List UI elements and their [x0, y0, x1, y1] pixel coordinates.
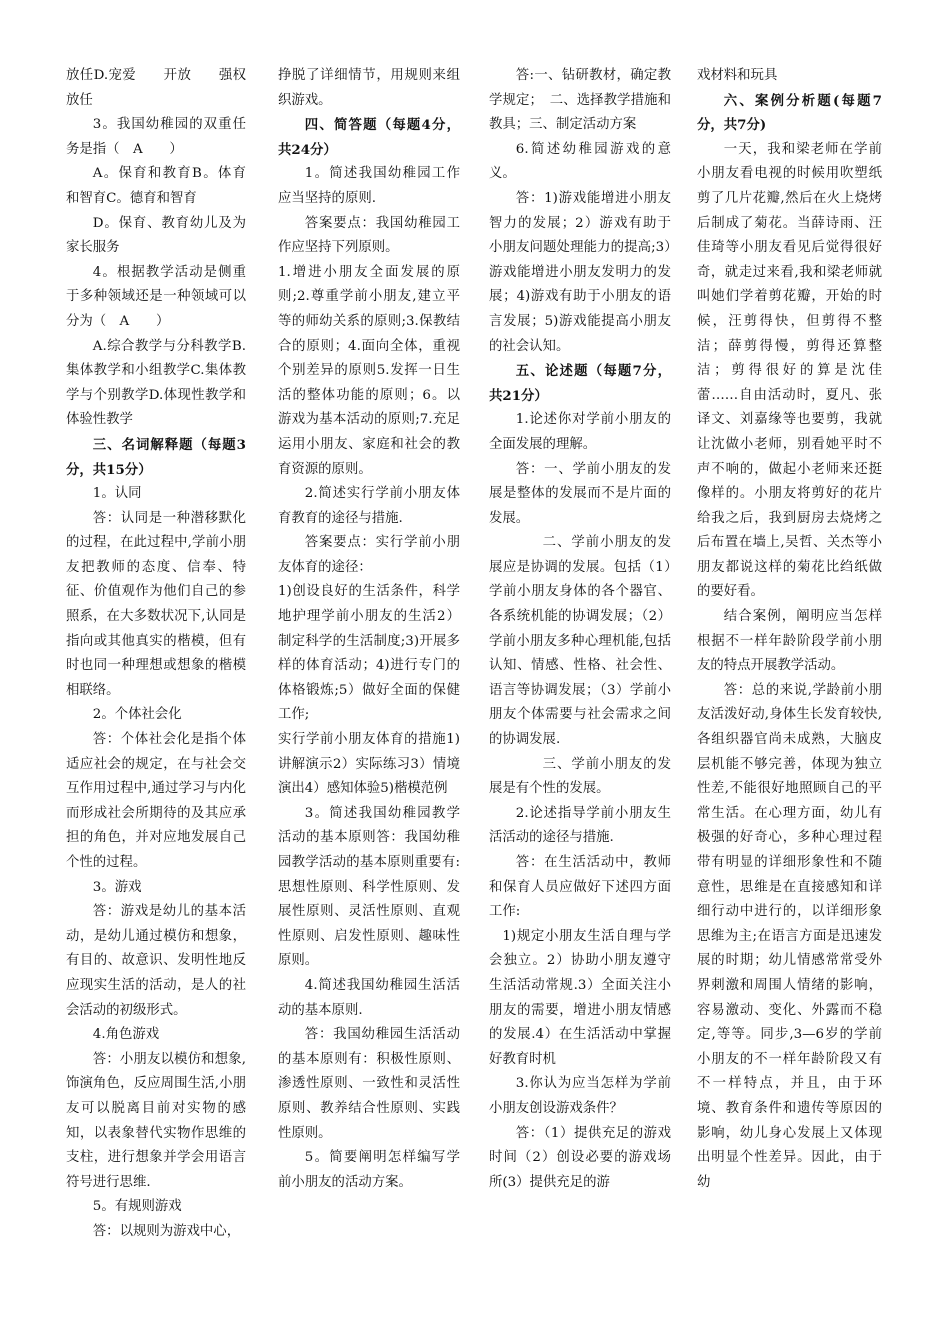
- paragraph: 1。简述我国幼稚园工作应当坚持的原则.: [278, 166, 460, 206]
- paragraph: 4。根据教学活动是侧重于多种领域还是一种领域可以分为（ A ）: [66, 264, 246, 329]
- paragraph: 1)规定小朋友生活自理与学会独立。2）协助小朋友遵守生活活动常规.3）全面关注小朋友的需要，增进小朋友情感的发展.4）在生活活动中掌握好教育时机: [489, 928, 671, 1067]
- paragraph: 答：一、学前小朋友的发展是整体的发展而不是片面的发展。: [489, 461, 671, 526]
- paragraph: 答：在生活活动中，教师和保育人员应做好下述四方面工作:: [489, 855, 671, 920]
- paragraph: 2。个体社会化: [92, 707, 182, 723]
- paragraph: 6.简述幼稚园游戏的意义。: [489, 141, 671, 182]
- paragraph: 结合案例，阐明应当怎样根据不一样年龄阶段学前小朋友的特点开展教学活动。: [697, 609, 882, 674]
- paragraph: 5。简要阐明怎样编写学前小朋友的活动方案。: [278, 1150, 460, 1190]
- paragraph: 2.论述指导学前小朋友生活活动的途径与措施.: [489, 805, 671, 846]
- paragraph: 放任D.宠爱 开放 强权放任: [66, 68, 246, 108]
- paragraph: 答:一、钻研教材，确定教学规定； 二、选择教学措施和教具；三、制定活动方案: [489, 68, 671, 133]
- paragraph: 答案要点：实行学前小朋友体育的途径：: [278, 535, 460, 575]
- section-heading: 三、名词解释题（每题3分，共15分）: [66, 436, 246, 478]
- paragraph: 3。简述我国幼稚园教学活动的基本原则答：我国幼稚园教学活动的基本原则重要有:思想性原则、科学性原则、发展性原则、灵活性原则、直观性原则、启发性原则、趣味性原则。: [278, 805, 460, 969]
- section-heading: 五、论述题（每题7分，共21分）: [489, 363, 671, 404]
- paragraph: 答：总的来说,学龄前小朋友活泼好动,身体生长发育较快,各组织器官尚未成熟，大脑皮层机能不够完善，体现为独立性差,不能很好地照顾自己的平常生活。在心理方面，幼儿有极强的好奇心，多种心理过程带有明显的详细形象性和不随意性，思维是在直接感知和详细行动中进行的，以详细形象思维为主;在语言方面是迅速发展的时期；幼儿情感常常受外界刺激和周围人情绪的影响，容易激动、变化、外露而不稳定,等等。同步,3—6岁的学前小朋友的不一样年龄阶段又有不一样特点，并且，由于环境、教育条件和遗传等原因的影响，幼儿身心发展上又体现出明显个性差异。因此，由于幼: [697, 682, 882, 1190]
- paragraph: 实行学前小朋友体育的措施1)讲解演示2）实际练习3）情境演出4）感知体验5)楷模范例: [278, 732, 460, 797]
- paragraph: 3。我国幼稚园的双重任务是指（ A ）: [66, 117, 246, 157]
- paragraph: 答：我国幼稚园生活活动的基本原则有：积极性原则、渗透性原则、一致性和灵活性原则、教养结合性原则、实践性原则。: [278, 1027, 460, 1141]
- paragraph: A.综合教学与分科教学B.集体教学和小组教学C.集体教学与个别教学D.体现性教学和体验性教学: [66, 338, 246, 428]
- paragraph: 2.简述实行学前小朋友体育教育的途径与措施.: [278, 486, 460, 526]
- paragraph: 一天，我和梁老师在学前小朋友看电视的时候用吹塑纸剪了几片花瓣,然后在火上烧烤后制成了菊花。当薛诗雨、汪佳琦等小朋友看见后觉得很好奇，就走过来看,我和梁老师就叫她们学着剪花瓣，开始的时候，汪剪得快，但剪得不整洁；薛剪得慢，剪得还算整洁；剪得很好的算是沈佳蕾……自由活动时，夏凡、张译文、刘嘉缘等也要剪，我就让沈做小老师，别看她平时不声不响的，做起小老师来还挺像样的。小朋友将剪好的花片给我之后，我到厨房去烧烤之后布置在墙上,吴哲、关杰等小朋友都说这样的菊花比绉纸做的要好看。: [697, 141, 882, 600]
- paragraph: D。保育、教育幼儿及为家长服务: [66, 215, 246, 256]
- paragraph: 答：以规则为游戏中心，: [92, 1223, 241, 1239]
- paragraph: 答：认同是一种潜移默化的过程，在此过程中,学前小朋友把教师的态度、信奉、特征、价值观作为他们自己的参照系，在大多数状况下,认同是指向或其他真实的楷模，但有时也同一种理想或想象的楷模相联络。: [66, 510, 246, 698]
- paragraph: 答：（1）提供充足的游戏时间（2）创设必要的游戏场所(3）提供充足的游: [489, 1125, 671, 1190]
- paragraph: 4.角色游戏: [92, 1027, 160, 1043]
- paragraph: 二、学前小朋友的发展应是协调的发展。包括（1）学前小朋友身体的各个器官、各系统机能的协调发展；（2）学前小朋友多种心理机能,包括认知、情感、性格、社会性、语言等协调发展；（3）学前小朋友个体需要与社会需求之间的协调发展.: [489, 535, 671, 748]
- paragraph: 1.论述你对学前小朋友的全面发展的理解。: [489, 412, 671, 452]
- paragraph: 答案要点：我国幼稚园工作应坚持下列原则。: [278, 215, 460, 256]
- paragraph: A。保育和教育B。体育和智育C。德育和智育: [66, 166, 246, 206]
- paragraph: 答：小朋友以模仿和想象,饰演角色，反应周围生活,小朋友可以脱离目前对实物的感知，以表象替代实物作思维的支柱，进行想象并学会用语言符号进行思维.: [66, 1051, 246, 1190]
- text-column-4: [697, 64, 882, 1195]
- paragraph: 3。游戏: [92, 879, 142, 895]
- paragraph: 1.增进小朋友全面发展的原则;2.尊重学前小朋友,建立平等的师幼关系的原则;3.保教结合的原则；4.面向全体，重视个别差异的原则5.发挥一日生活的整体功能的原则；6。以游戏为基本活动的原则;7.充足运用小朋友、家庭和社会的教育资源的原则。: [278, 264, 460, 477]
- text-column-1: [66, 64, 246, 1245]
- paragraph: 答：游戏是幼儿的基本活动，是幼儿通过模仿和想象，有目的、故意识、发明性地反应现实生活的活动，是人的社会活动的初级形式。: [66, 904, 246, 1018]
- paragraph: 答：1)游戏能增进小朋友智力的发展；2）游戏有助于小朋友问题处理能力的提高;3）游戏能增进小朋友发明力的发展；4)游戏有助于小朋友的语言发展；5)游戏能提高小朋友的社会认知。: [489, 190, 671, 354]
- paragraph: 1)创设良好的生活条件，科学地护理学前小朋友的生活2）制定科学的生活制度;3)开展多样的体育活动；4)进行专门的体格锻炼;5）做好全面的保健工作;: [278, 584, 460, 723]
- paragraph: 挣脱了详细情节，用规则来组织游戏。: [278, 68, 460, 108]
- paragraph: 答：个体社会化是指个体适应社会的规定，在与社会交互作用过程中,通过学习与内化而形成社会所期待的及其应承担的角色，并对应地发展自己个性的过程。: [66, 732, 246, 870]
- paragraph: 戏材料和玩具: [697, 68, 778, 83]
- paragraph: 5。有规则游戏: [92, 1199, 182, 1215]
- paragraph: 4.简述我国幼稚园生活活动的基本原则.: [278, 977, 460, 1018]
- text-column-3: [489, 64, 671, 1195]
- text-column-2: [278, 64, 460, 1195]
- section-heading: 四、简答题（每题4分，共24分）: [278, 117, 460, 158]
- paragraph: 3.你认为应当怎样为学前小朋友创设游戏条件？: [489, 1076, 671, 1116]
- section-heading: 六、案例分析题(每题7分，共7分): [697, 92, 882, 134]
- paragraph: 1。认同: [92, 486, 142, 502]
- paragraph: 三、学前小朋友的发展是有个性的发展。: [489, 756, 671, 797]
